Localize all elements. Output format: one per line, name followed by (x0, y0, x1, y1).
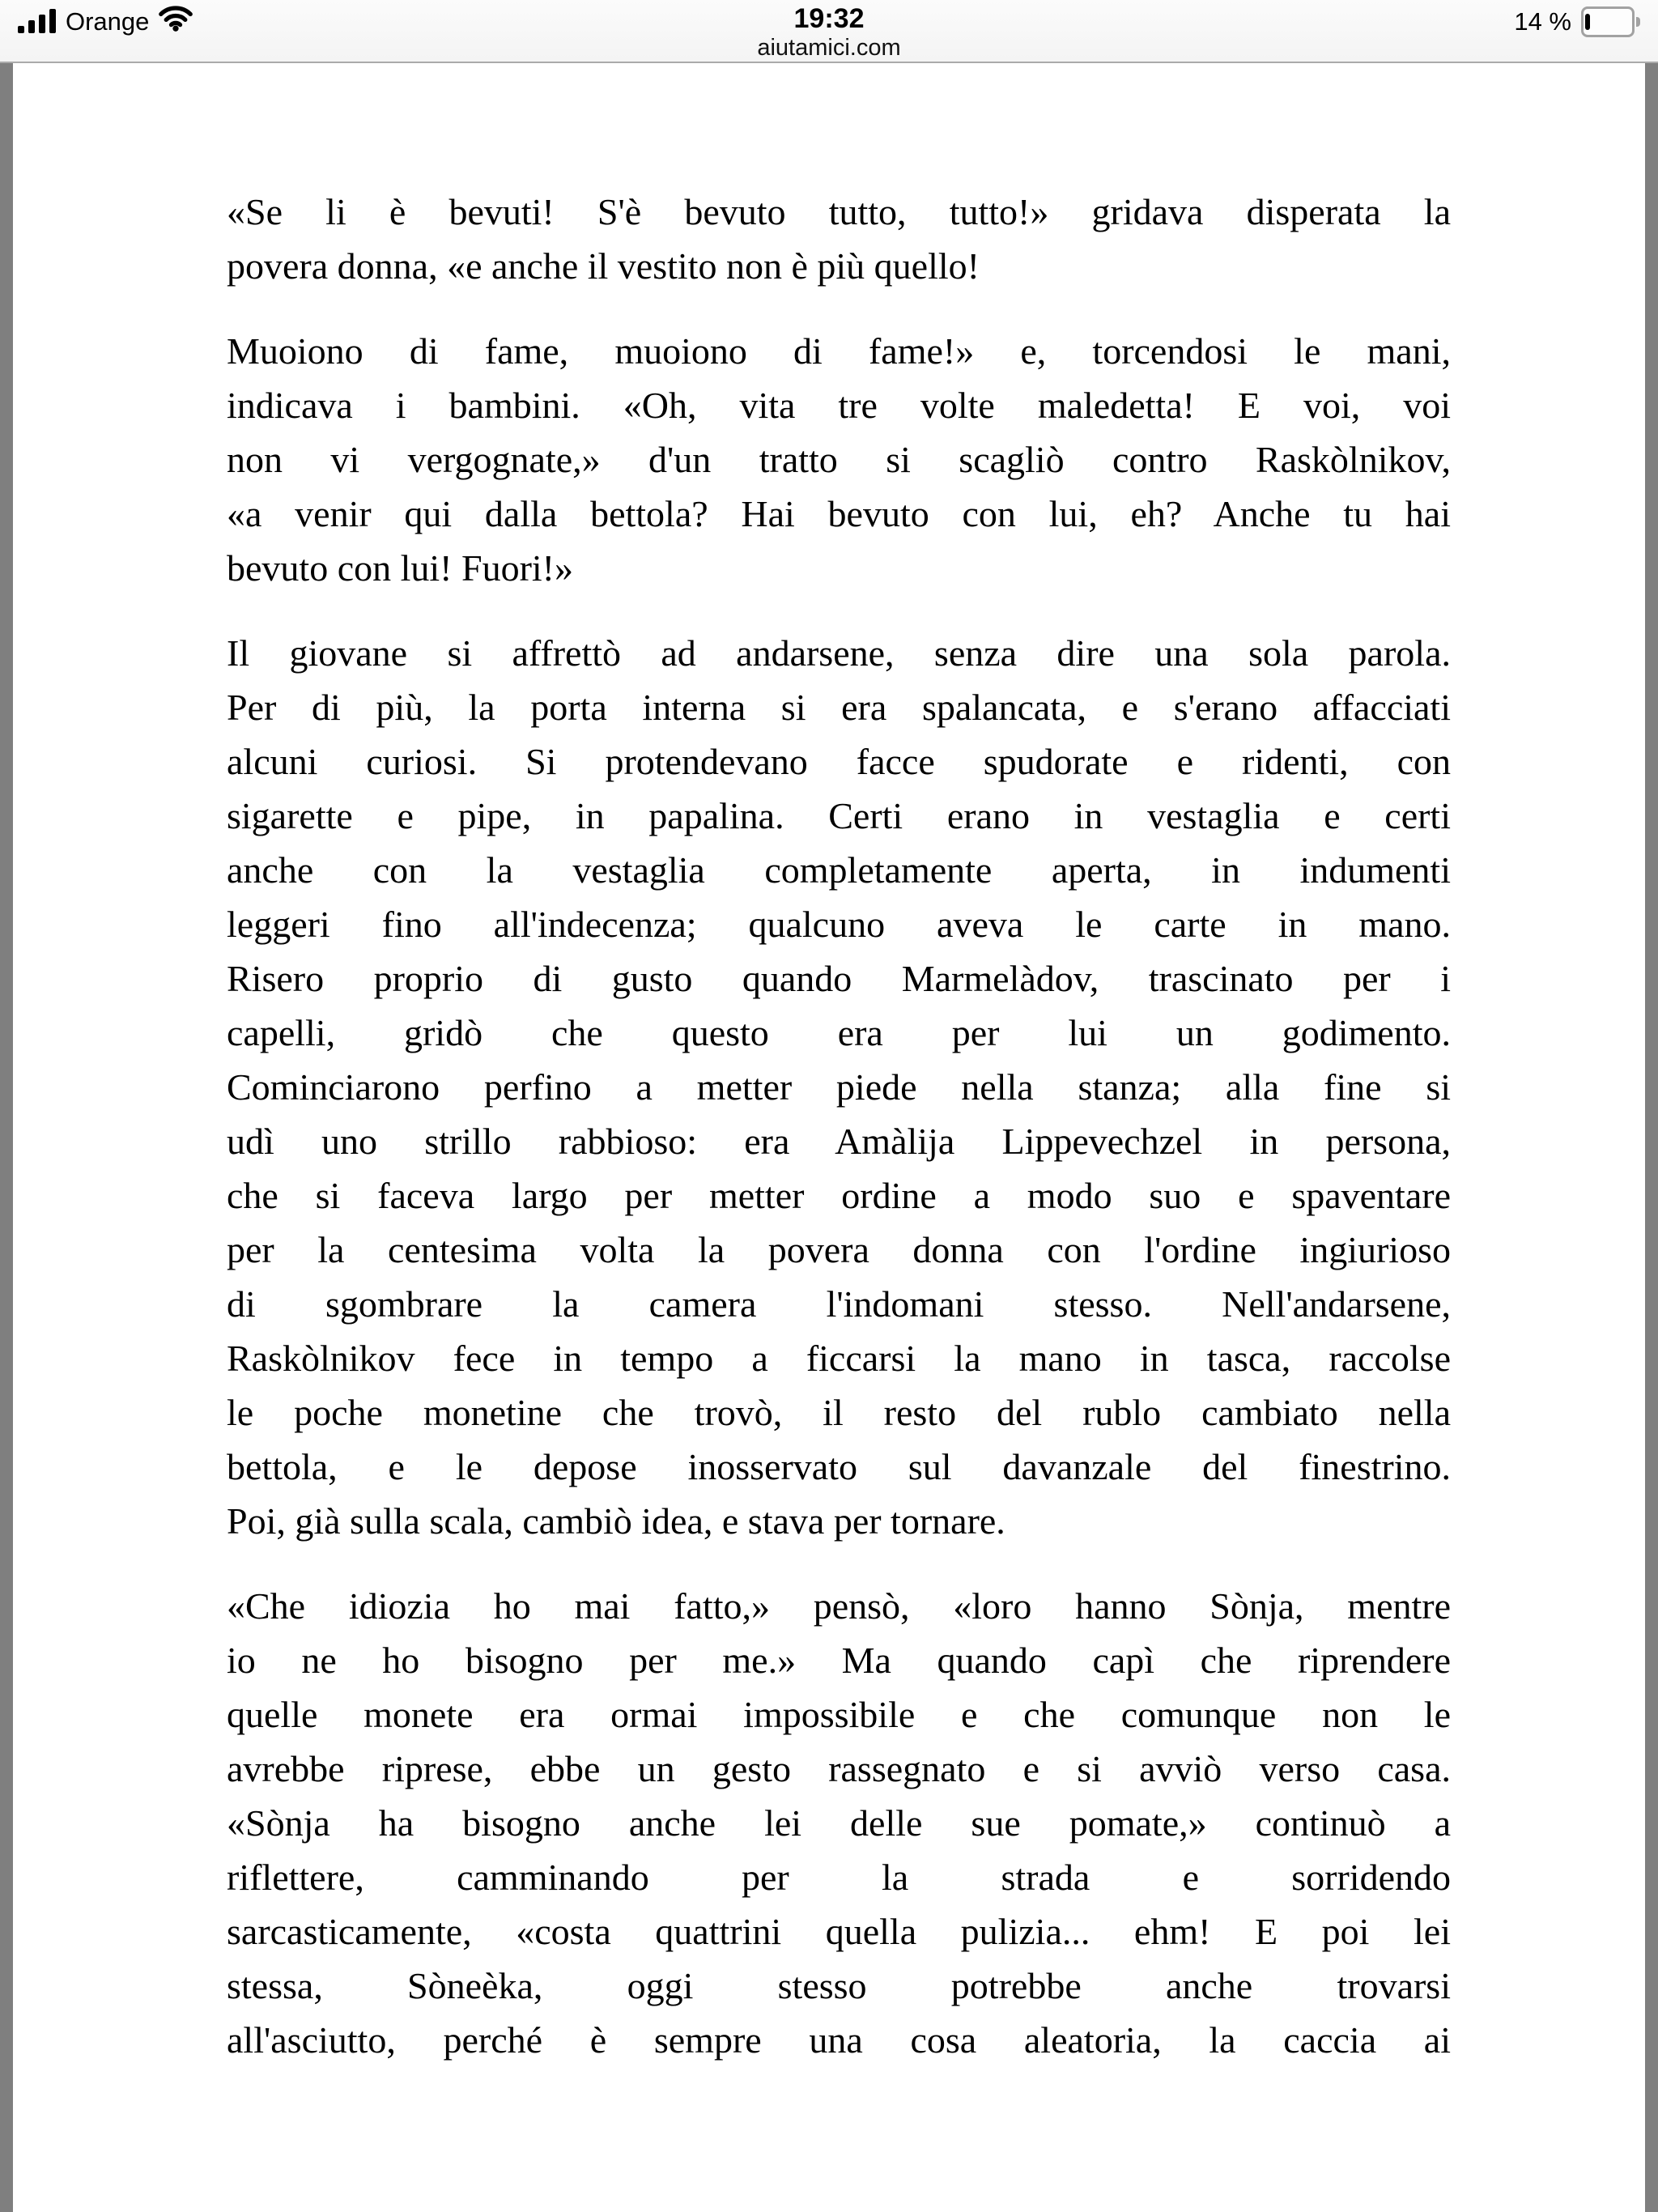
carrier-label: Orange (66, 6, 150, 36)
text-line: sarcasticamente, «costa quattrini quella pulizia... ehm! E poi lei (227, 1911, 1451, 1952)
battery-icon (1581, 6, 1640, 37)
text-line: Poi, già sulla scala, cambiò idea, e stava per tornare. (227, 1500, 1005, 1542)
text-line: alcuni curiosi. Si protendevano facce spudorate e ridenti, con (227, 741, 1451, 782)
text-line: Cominciarono perfino a metter piede nella stanza; alla fine si (227, 1066, 1451, 1108)
text-line: Muoiono di fame, muoiono di fame!» e, torcendosi le mani, (227, 330, 1451, 372)
battery-fill (1585, 14, 1590, 30)
text-line: anche con la vestaglia completamente aperta, in indumenti (227, 849, 1451, 891)
url-label[interactable]: aiutamici.com (757, 35, 901, 61)
paragraph (227, 324, 1451, 595)
battery-nub (1636, 17, 1640, 27)
text-line: Raskòlnikov fece in tempo a ficcarsi la mano in tasca, raccolse (227, 1338, 1451, 1379)
text-line: «Se li è bevuti! S'è bevuto tutto, tutto!» gridava disperata la (227, 191, 1451, 232)
text-line: quelle monete era ormai impossibile e che comunque non le (227, 1694, 1451, 1735)
paragraph (227, 1579, 1451, 2067)
text-line: «a venir qui dalla bettola? Hai bevuto con lui, eh? Anche tu hai (227, 493, 1451, 534)
text-line: che si faceva largo per metter ordine a modo suo e spaventare (227, 1175, 1451, 1216)
text-line: sigarette e pipe, in papalina. Certi erano in vestaglia e certi (227, 795, 1451, 836)
text-line: povera donna, «e anche il vestito non è più quello! (227, 245, 980, 287)
text-line: avrebbe riprese, ebbe un gesto rassegnato e si avviò verso casa. (227, 1748, 1451, 1789)
text-line: Il giovane si affrettò ad andarsene, senza dire una sola parola. (227, 632, 1451, 674)
status-right-group (1514, 6, 1640, 37)
battery-percent-label: 14 % (1514, 7, 1571, 36)
text-line: bevuto con lui! Fuori!» (227, 547, 573, 589)
text-line: Per di più, la porta interna si era spalancata, e s'erano affacciati (227, 687, 1451, 728)
paragraph (227, 185, 1451, 293)
text-line: bettola, e le depose inosservato sul davanzale del finestrino. (227, 1446, 1451, 1487)
text-line: Risero proprio di gusto quando Marmelàdov, trascinato per i (227, 958, 1451, 999)
paragraph (227, 626, 1451, 1548)
text-line: per la centesima volta la povera donna con l'ordine ingiurioso (227, 1229, 1451, 1270)
status-bar[interactable] (0, 0, 1658, 63)
text-line: di sgombrare la camera l'indomani stesso. Nell'andarsene, (227, 1283, 1451, 1325)
text-column (13, 63, 1645, 2067)
text-line: leggeri fino all'indecenza; qualcuno aveva le carte in mano. (227, 904, 1451, 945)
document-page[interactable] (13, 63, 1645, 2212)
text-line: stessa, Sòneèka, oggi stesso potrebbe anche trovarsi (227, 1965, 1451, 2006)
text-line: indicava i bambini. «Oh, vita tre volte maledetta! E voi, voi (227, 385, 1451, 426)
text-line: io ne ho bisogno per me.» Ma quando capì che riprendere (227, 1640, 1451, 1681)
text-line: capelli, gridò che questo era per lui un godimento. (227, 1012, 1451, 1053)
text-line: all'asciutto, perché è sempre una cosa aleatoria, la caccia ai (227, 2019, 1451, 2061)
clock-label: 19:32 (793, 3, 865, 34)
text-line: «Sònja ha bisogno anche lei delle sue pomate,» continuò a (227, 1802, 1451, 1844)
text-line: le poche monetine che trovò, il resto del rublo cambiato nella (227, 1392, 1451, 1433)
text-line: non vi vergognate,» d'un tratto si scagliò contro Raskòlnikov, (227, 439, 1451, 480)
text-line: riflettere, camminando per la strada e sorridendo (227, 1857, 1451, 1898)
text-line: «Che idiozia ho mai fatto,» pensò, «loro hanno Sònja, mentre (227, 1585, 1451, 1627)
text-line: udì uno strillo rabbioso: era Amàlija Lippevechzel in persona, (227, 1121, 1451, 1162)
